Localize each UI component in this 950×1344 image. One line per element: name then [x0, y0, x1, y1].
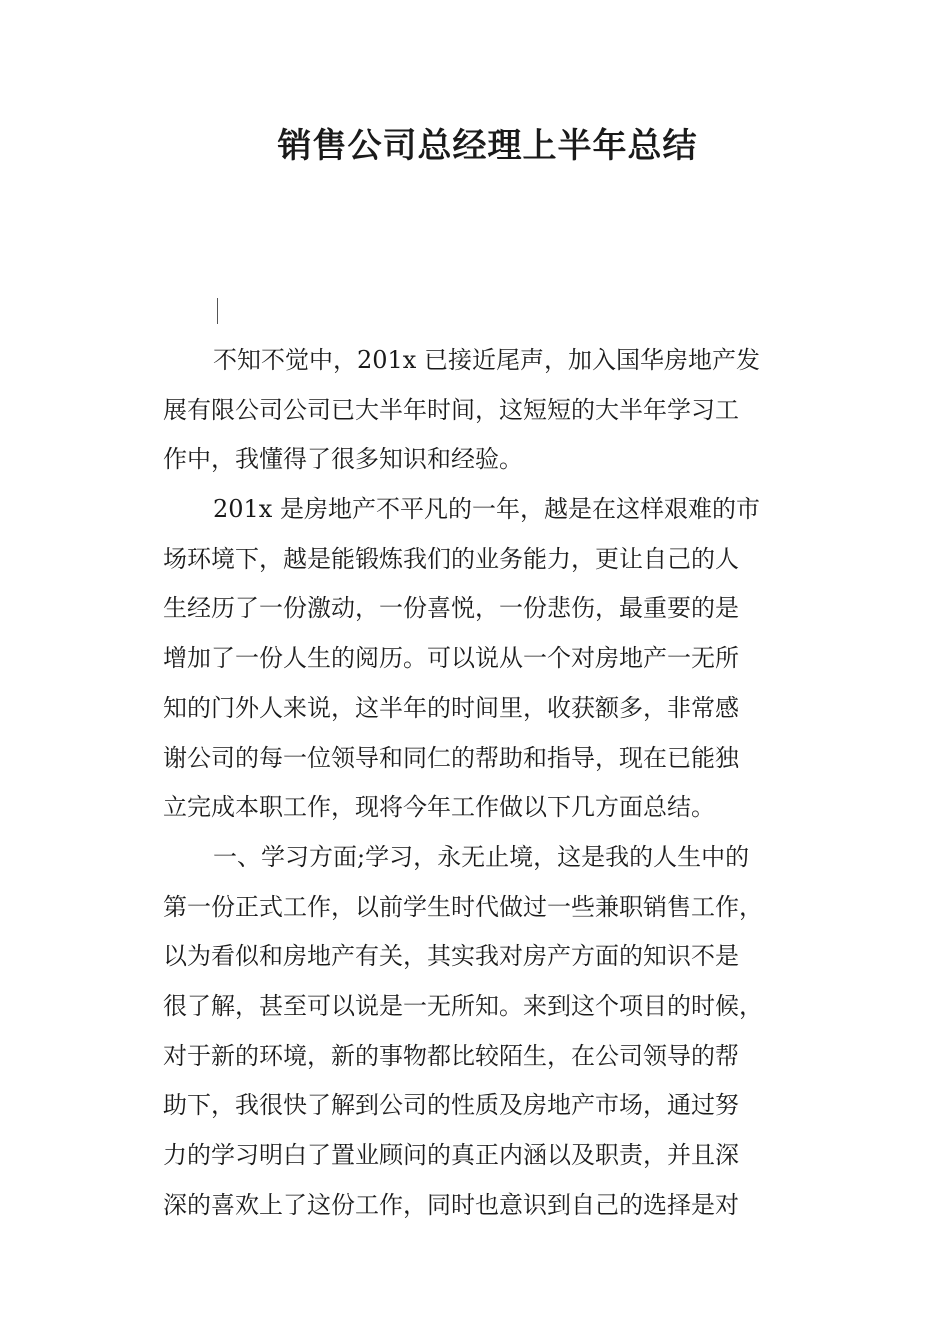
body-line: 对于新的环境，新的事物都比较陌生，在公司领导的帮 [163, 1041, 739, 1070]
body-line: 知的门外人来说，这半年的时间里，收获额多，非常感 [163, 693, 739, 722]
body-line: 一、学习方面;学习，永无止境，这是我的人生中的 [213, 842, 750, 871]
body-line: 增加了一份人生的阅历。可以说从一个对房地产一无所 [163, 644, 739, 673]
body-line: 展有限公司公司已大半年时间，这短短的大半年学习工 [163, 395, 739, 424]
body-line: 谢公司的每一位领导和同仁的帮助和指导，现在已能独 [163, 743, 739, 772]
body-line: 不知不觉中，201x 已接近尾声，加入国华房地产发 [213, 346, 760, 374]
body-line: 深的喜欢上了这份工作，同时也意识到自己的选择是对 [163, 1190, 739, 1219]
document-body[interactable] [163, 336, 803, 1230]
body-line: 很了解，甚至可以说是一无所知。来到这个项目的时候， [163, 991, 763, 1020]
body-line: 助下，我很快了解到公司的性质及房地产市场，通过努 [163, 1091, 739, 1120]
body-line: 场环境下，越是能锻炼我们的业务能力，更让自己的人 [163, 544, 739, 573]
body-line: 生经历了一份激动，一份喜悦，一份悲伤，最重要的是 [163, 594, 739, 623]
body-line: 立完成本职工作，现将今年工作做以下几方面总结。 [163, 793, 715, 822]
document-title: 销售公司总经理上半年总结 [277, 126, 698, 166]
body-line: 201x 是房地产不平凡的一年，越是在这样艰难的市 [213, 495, 760, 524]
body-line: 作中，我懂得了很多知识和经验。 [163, 445, 523, 474]
text-cursor [217, 298, 218, 324]
body-line: 力的学习明白了置业顾问的真正内涵以及职责，并且深 [163, 1141, 739, 1169]
body-line: 第一份正式工作，以前学生时代做过一些兼职销售工作， [163, 892, 763, 921]
body-line: 以为看似和房地产有关，其实我对房产方面的知识不是 [163, 942, 739, 971]
